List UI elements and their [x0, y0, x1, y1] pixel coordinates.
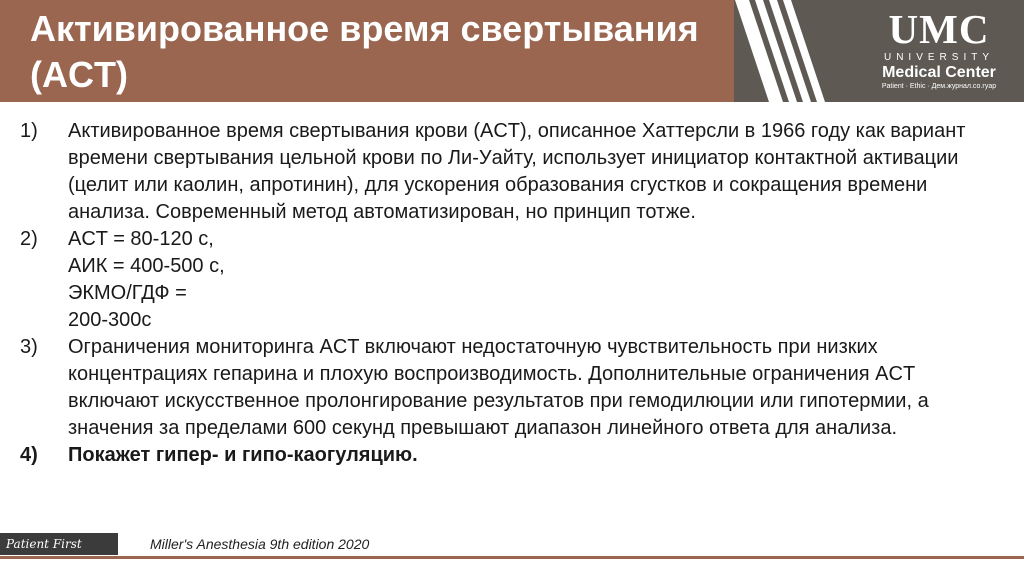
list-number: 3) — [20, 336, 38, 358]
list-item-4 — [20, 442, 1010, 469]
list-item-line: АИК = 400-500 с, — [68, 255, 225, 277]
list-item-1 — [20, 118, 1010, 226]
patient-first-badge: Patient First — [0, 533, 118, 555]
list-item-text: Ограничения мониторинга ACT включают недостаточную чувствительность при низких концентрациях гепарина и плохую воспроизводимость. Дополнительные ограничения ACT включают искусственное пролонгирование результатов при гемодилюции или гипотермии, а значения за пределами 600 секунд превышают диапазон линейного ответа для анализа. — [68, 336, 929, 439]
list-item-2 — [20, 226, 1010, 334]
list-item-line: ACT = 80-120 с, — [68, 228, 214, 250]
list-item-text: Покажет гипер- и гипо-каогуляцию. — [68, 444, 418, 466]
umc-logo — [864, 8, 1014, 96]
list-item-line: 200-300с — [68, 309, 152, 331]
logo-wordmark: UMC — [888, 6, 990, 52]
list-item-line: ЭКМО/ГДФ = — [68, 282, 187, 304]
list-item-text: Активированное время свертывания крови (ACT), описанное Хаттерсли в 1966 году как вариант времени свертывания цельной крови по Ли-Уайту, использует инициатор контактной активации (целит или каолин, апротинин), для ускорения образования сгустков и сокращения времени анализа. Современный метод автоматизирован, но принцип тотже. — [68, 120, 966, 223]
logo-medical-center: Medical Center — [882, 64, 996, 81]
logo-tagline: Patient · Ethic · Дем.журнал.со.гуар — [881, 83, 997, 90]
slide-header — [0, 0, 1024, 102]
list-number: 4) — [20, 444, 38, 466]
slide-title: Активированное время свертывания (ACT) — [30, 8, 699, 95]
list-item-3 — [20, 334, 1010, 442]
list-number: 1) — [20, 120, 38, 142]
diagonal-stripes-decoration — [735, 0, 855, 102]
bottom-divider — [0, 556, 1024, 559]
logo-university: UNIVERSITY — [883, 52, 994, 63]
reference-citation: Miller's Anesthesia 9th edition 2020 — [150, 536, 370, 552]
list-number: 2) — [20, 228, 38, 250]
content-list — [20, 118, 1010, 469]
